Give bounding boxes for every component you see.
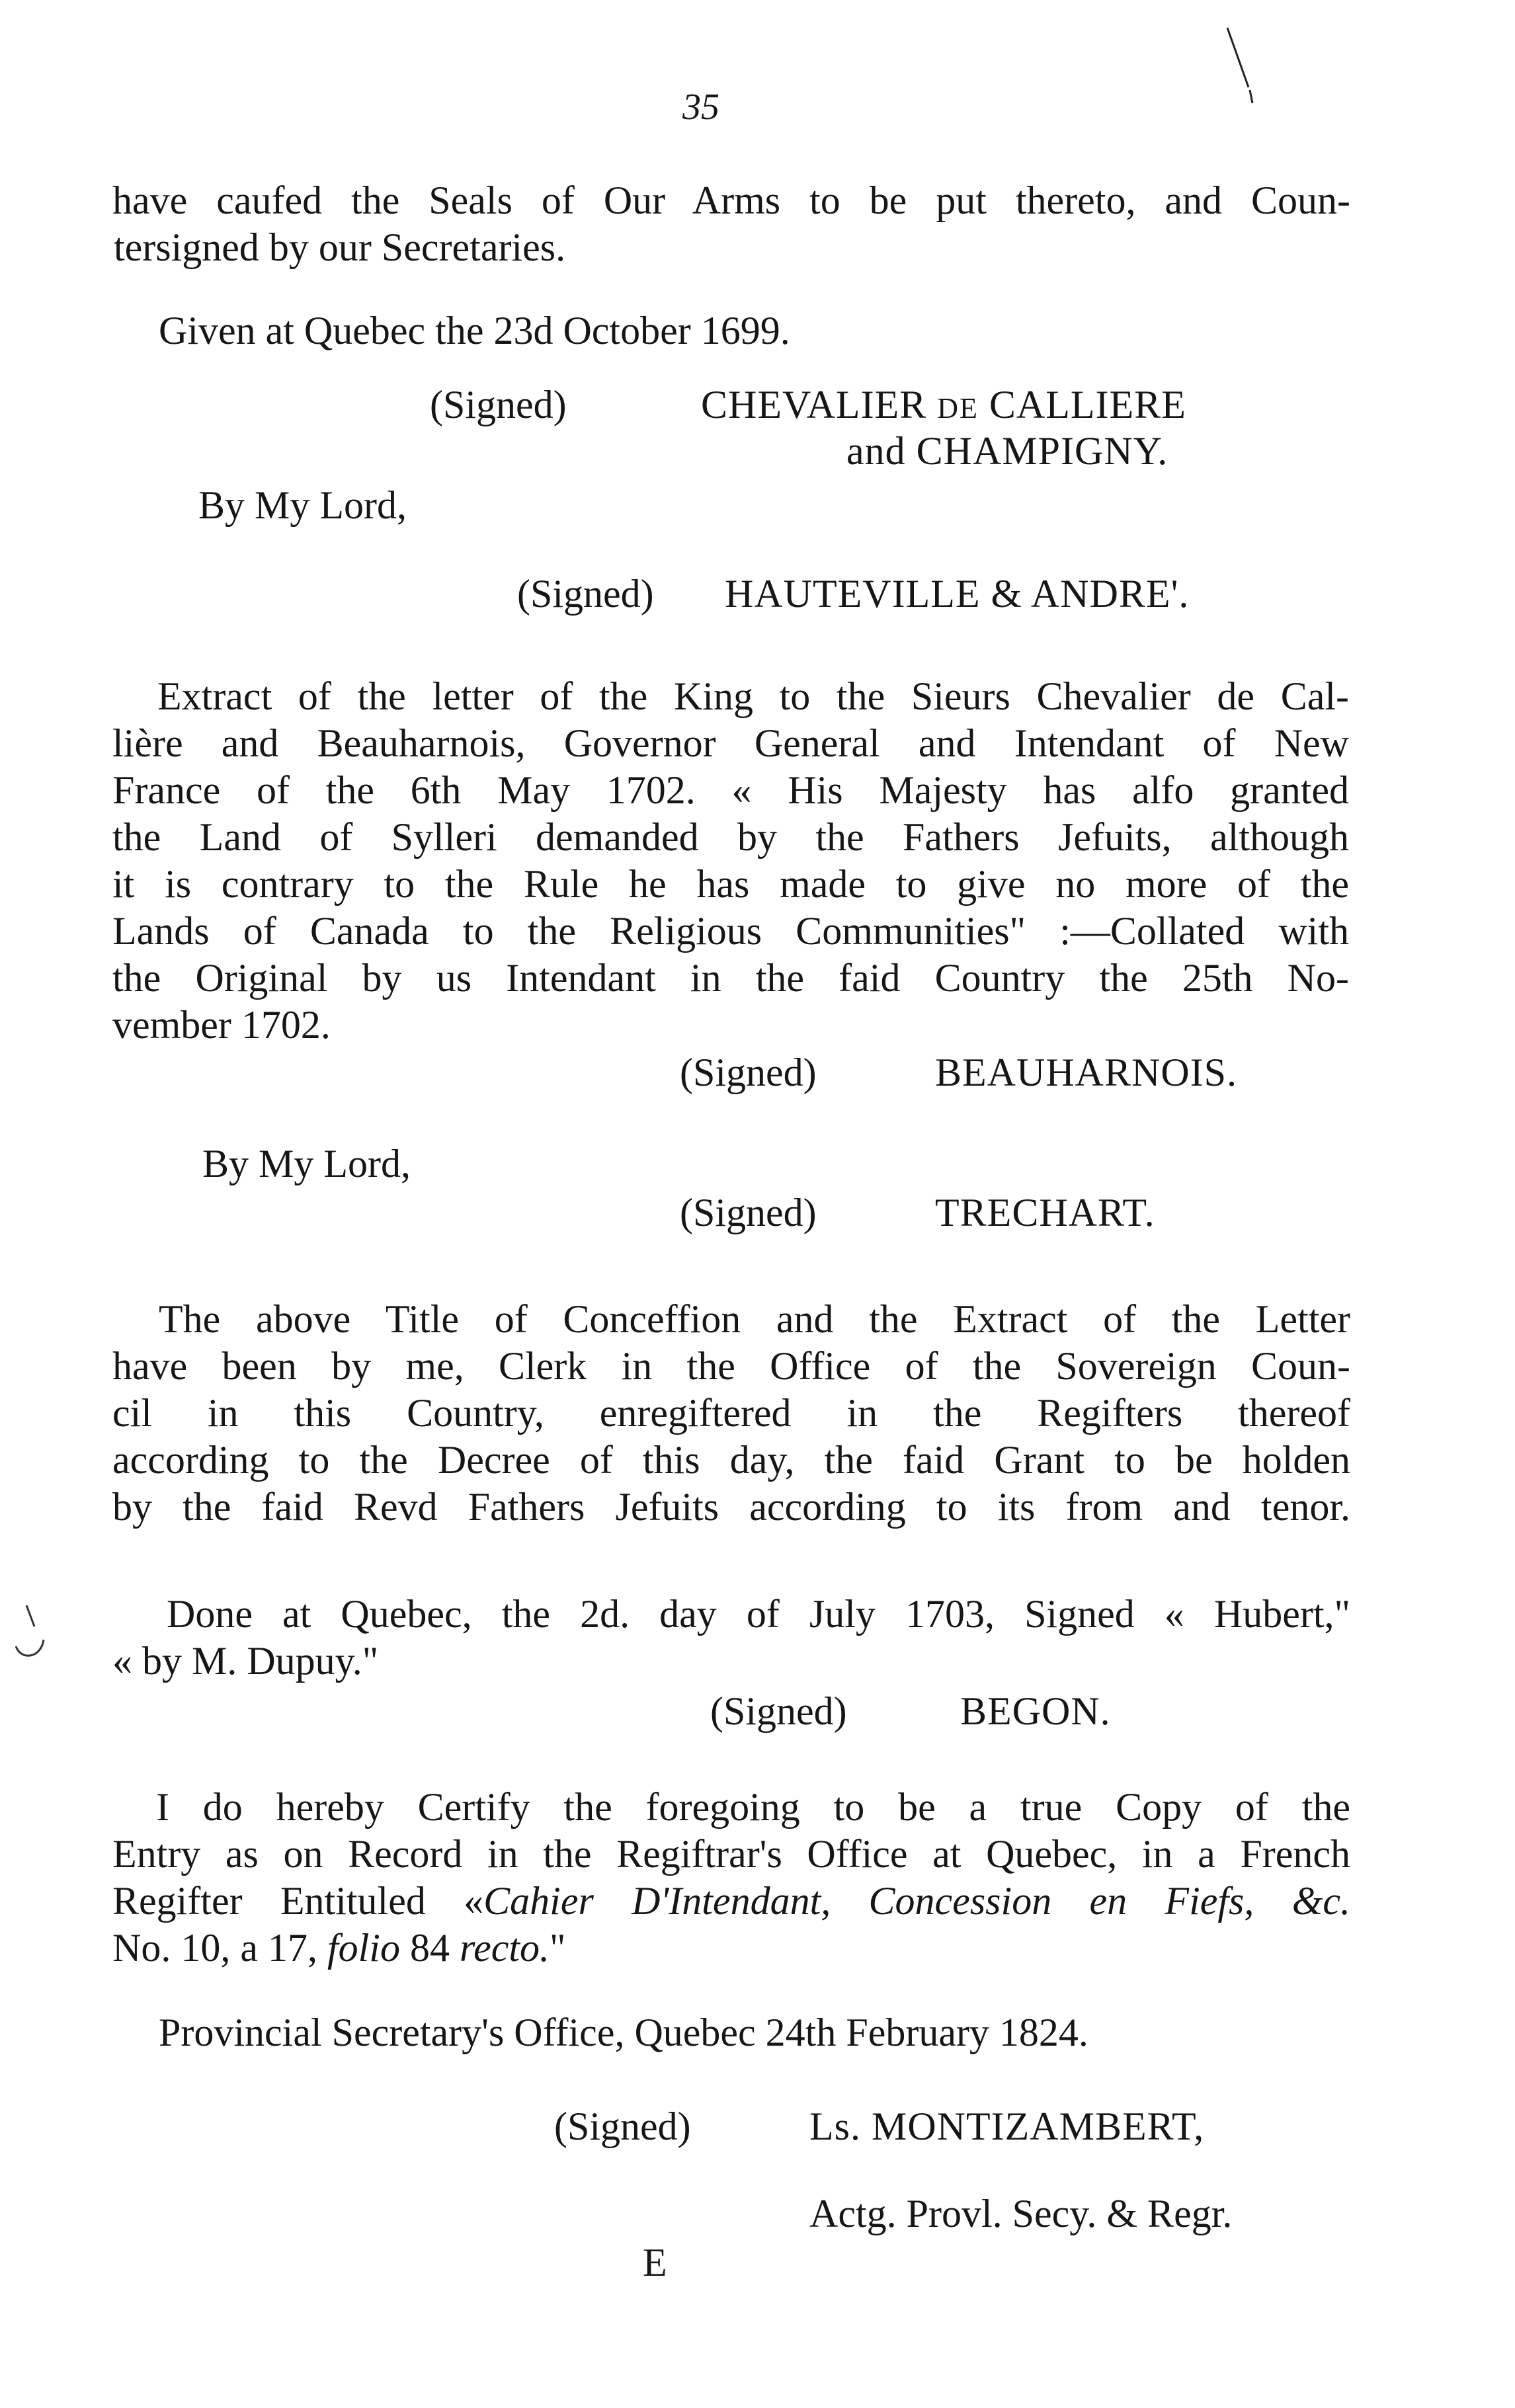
text-line: lière and Beauharnois, Governor General and Intendant of New	[112, 721, 1349, 765]
signatory-name: Ls. MONTIZAMBERT,	[809, 2105, 1205, 2148]
margin-mark-icon	[7, 1600, 53, 1673]
text-line: the Original by us Intendant in the faid Country the 25th No-	[112, 956, 1349, 1000]
text-line: The above Title of Conceffion and the Extract of the Letter	[159, 1297, 1350, 1341]
text-line: have been by me, Clerk in the Office of the Sovereign Coun-	[112, 1344, 1350, 1388]
signatory-name: TRECHART.	[935, 1191, 1155, 1234]
register-title: Cahier D'Intendant, Concession en Fiefs, &c.	[483, 1879, 1350, 1923]
text-line: Extract of the letter of the King to the Sieurs Chevalier de Cal-	[157, 674, 1349, 718]
signed-label: (Signed)	[710, 1689, 847, 1733]
signatory-name: HAUTEVILLE & ANDRE'.	[725, 572, 1190, 616]
recto-label: recto.	[459, 1926, 550, 1970]
given-line: Given at Quebec the 23d October 1699.	[159, 309, 790, 352]
text-line: vember 1702.	[112, 1003, 331, 1047]
text-line: have caufed the Seals of Our Arms to be put thereto, and Coun-	[112, 179, 1350, 222]
text-line: « by M. Dupuy."	[112, 1639, 379, 1683]
signed-label: (Signed)	[680, 1051, 817, 1094]
text-line: cil in this Country, enregiftered in the Regifters thereof	[112, 1391, 1350, 1435]
opening-paragraph	[112, 177, 1350, 271]
text-line: by the faid Revd Fathers Jefuits according to its from and tenor.	[112, 1485, 1350, 1529]
text-line: France of the 6th May 1702. « His Majesty has alfo granted	[112, 768, 1349, 812]
folio-number: 84	[409, 1926, 450, 1970]
text-line	[112, 1925, 1350, 1972]
signatory-name: BEGON.	[960, 1689, 1111, 1733]
text-line: the Land of Sylleri demanded by the Fathers Jefuits, although	[112, 815, 1349, 859]
text-line: I do hereby Certify the foregoing to be a true Copy of the	[156, 1785, 1350, 1829]
text-line	[112, 1878, 1350, 1925]
extract-paragraph	[112, 673, 1349, 1049]
folio-label: folio	[327, 1926, 400, 1970]
concession-paragraph	[112, 1296, 1350, 1531]
text-line: Entry as on Record in the Regiftrar's Office at Quebec, in a French	[112, 1832, 1350, 1876]
signed-label: (Signed)	[554, 2105, 691, 2148]
signatory-name-continued: and CHAMPIGNY.	[846, 429, 1168, 473]
signatory-title: Actg. Provl. Secy. & Regr.	[809, 2192, 1233, 2235]
name-particle: DE	[937, 392, 979, 424]
text-line: Done at Quebec, the 2d. day of July 1703, Signed « Hubert,"	[167, 1592, 1350, 1636]
margin-scratch-icon	[1223, 24, 1263, 110]
text-line: tersigned by our Secretaries.	[114, 225, 566, 269]
by-my-lord: By My Lord,	[198, 483, 407, 527]
signatory-name: BEAUHARNOIS.	[935, 1051, 1238, 1094]
signed-label: (Signed)	[517, 572, 654, 616]
signatory-name	[701, 385, 1186, 424]
done-paragraph	[112, 1591, 1350, 1685]
name-part: CHEVALIER	[701, 383, 927, 426]
text-line: it is contrary to the Rule he has made to give no more of the	[112, 862, 1349, 906]
by-my-lord: By My Lord,	[202, 1142, 411, 1185]
provincial-office-line: Provincial Secretary's Office, Quebec 24th February 1824.	[159, 2011, 1088, 2054]
text-run: Regifter Entituled «	[112, 1879, 484, 1923]
page-number: 35	[682, 87, 719, 128]
signed-label: (Signed)	[680, 1191, 817, 1234]
name-part: CALLIERE	[989, 383, 1186, 426]
signature-mark: E	[643, 2241, 667, 2284]
closing-quote: "	[550, 1926, 566, 1970]
signed-label: (Signed)	[430, 383, 567, 426]
text-line: according to the Decree of this day, the faid Grant to be holden	[112, 1438, 1350, 1482]
text-line: Lands of Canada to the Religious Communities" :—Collated with	[112, 909, 1349, 953]
text-run: No. 10, a 17,	[112, 1926, 317, 1970]
certification-paragraph	[112, 1784, 1350, 1972]
